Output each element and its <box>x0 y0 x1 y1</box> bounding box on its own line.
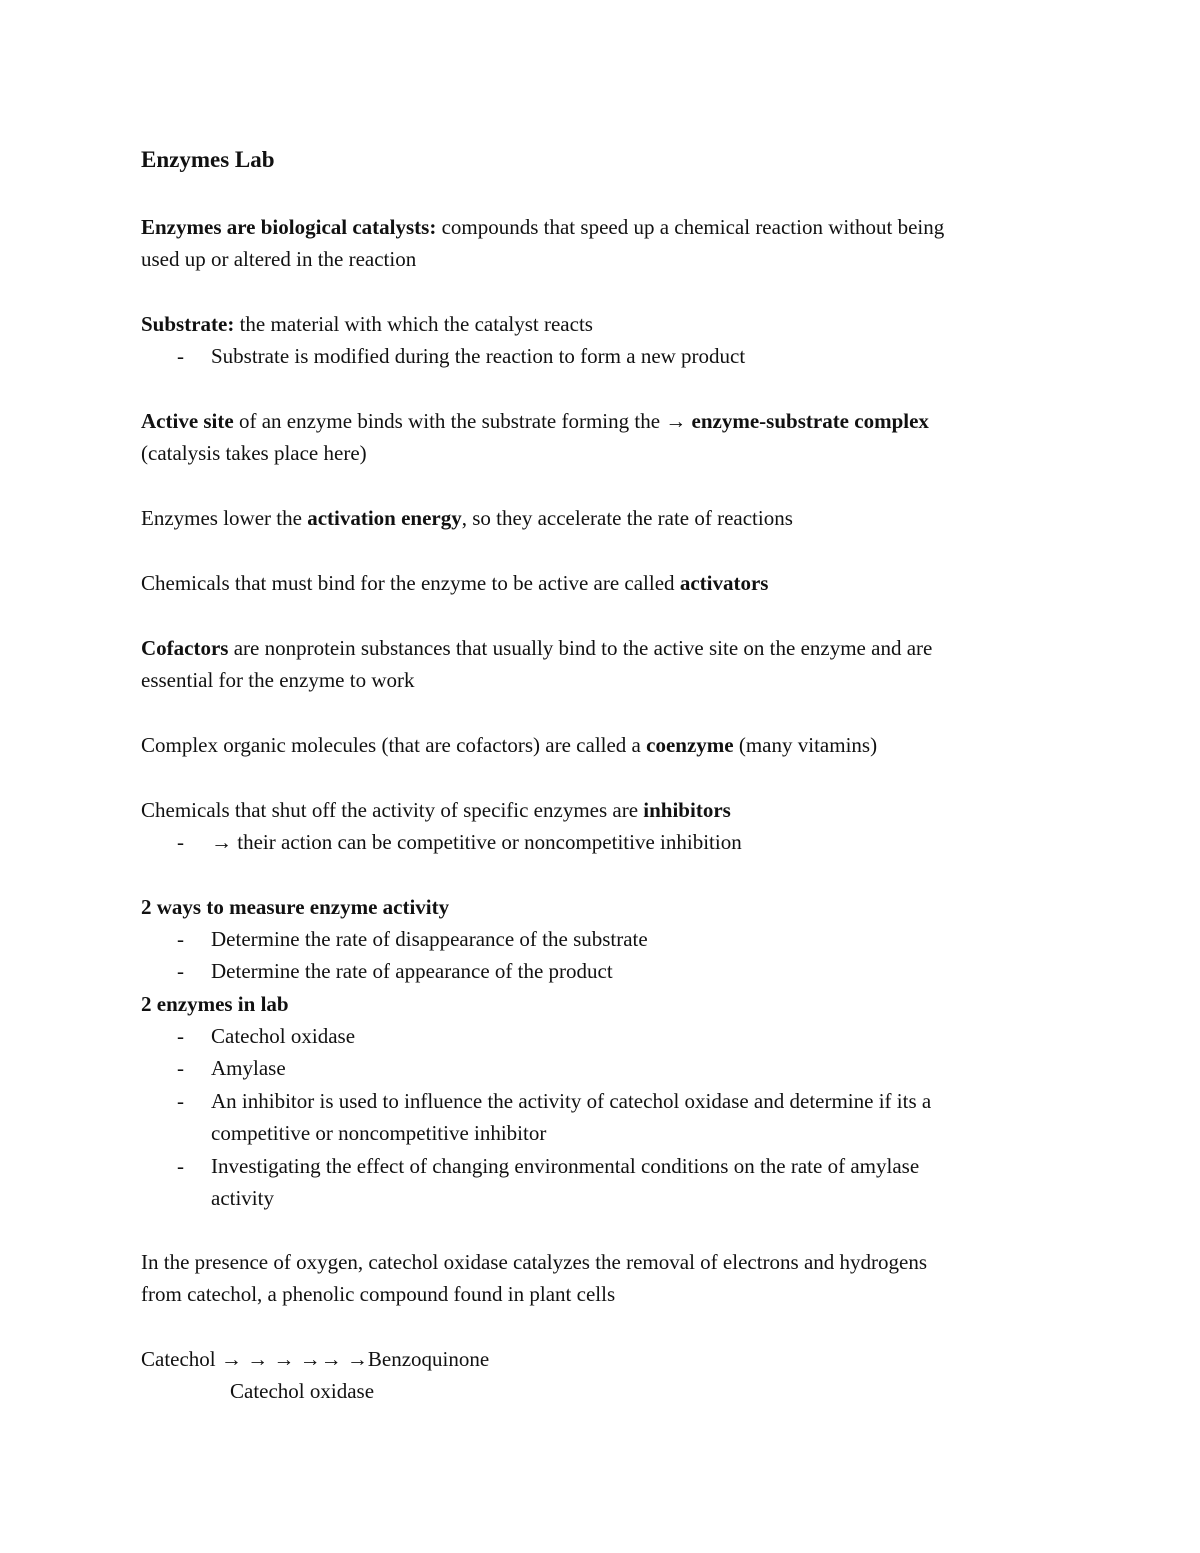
bullet-dash: - <box>177 1056 184 1080</box>
bullet-text: competitive or noncompetitive inhibitor <box>211 1121 547 1145</box>
term-enzyme-substrate-complex: enzyme-substrate complex <box>691 409 929 433</box>
page-title: Enzymes Lab <box>141 147 275 172</box>
bullet-dash: - <box>177 1154 184 1178</box>
reaction-equation: Catechol → → → →→ →Benzoquinone <box>141 1347 490 1371</box>
paragraph-catechol-oxidase: In the presence of oxygen, catechol oxidase catalyzes the removal of electrons and hydrogens <box>141 1250 928 1274</box>
text: , so they accelerate the rate of reactions <box>461 506 793 530</box>
bullet-text: activity <box>211 1186 274 1210</box>
paragraph-line: used up or altered in the reaction <box>141 247 417 271</box>
paragraph-inhibitors <box>141 794 731 826</box>
term-enzymes-catalysts: Enzymes are biological catalysts: <box>141 215 437 239</box>
bullet-text: An inhibitor is used to influence the activity of catechol oxidase and determine if its a <box>211 1089 932 1113</box>
list-item <box>141 1052 1051 1084</box>
bullet-text: Determine the rate of appearance of the product <box>211 959 613 983</box>
paragraph-line: (catalysis takes place here) <box>141 441 367 465</box>
text: are nonprotein substances that usually bind to the active site on the enzyme and are <box>228 636 933 660</box>
term-cofactors: Cofactors <box>141 636 229 660</box>
term-inhibitors: inhibitors <box>643 798 731 822</box>
paragraph-activators <box>141 567 768 599</box>
list-item <box>141 340 1051 372</box>
text: of an enzyme binds with the substrate forming the → <box>233 409 692 433</box>
term-active-site: Active site <box>141 409 234 433</box>
text: (many vitamins) <box>733 733 878 757</box>
paragraph-substrate <box>141 308 593 340</box>
list-item-continuation <box>141 1117 1051 1149</box>
paragraph-coenzyme <box>141 729 877 761</box>
list-item <box>141 1085 1051 1117</box>
text: Chemicals that shut off the activity of specific enzymes are <box>141 798 644 822</box>
paragraph-cofactors <box>141 632 932 664</box>
list-item-continuation <box>141 1182 1051 1214</box>
text: Enzymes lower the <box>141 506 308 530</box>
bullet-text: Investigating the effect of changing environmental conditions on the rate of amylase <box>211 1154 920 1178</box>
text: compounds that speed up a chemical reaction without being <box>436 215 945 239</box>
heading-measure-activity: 2 ways to measure enzyme activity <box>141 895 450 919</box>
term-activation-energy: activation energy <box>307 506 462 530</box>
bullet-text: Catechol oxidase <box>211 1024 356 1048</box>
list-item <box>141 1020 1051 1052</box>
term-substrate: Substrate: <box>141 312 235 336</box>
text: Chemicals that must bind for the enzyme to be active are called <box>141 571 680 595</box>
term-activators: activators <box>679 571 769 595</box>
bullet-dash: - <box>177 1024 184 1048</box>
list-item <box>141 1150 1051 1182</box>
term-coenzyme: coenzyme <box>646 733 734 757</box>
paragraph-activation-energy <box>141 502 793 534</box>
list-item <box>141 826 1051 858</box>
bullet-text: → their action can be competitive or noncompetitive inhibition <box>211 830 742 854</box>
paragraph-line: essential for the enzyme to work <box>141 668 415 692</box>
bullet-text: Determine the rate of disappearance of the substrate <box>211 927 648 951</box>
bullet-text: Amylase <box>211 1056 286 1080</box>
bullet-text: Substrate is modified during the reaction to form a new product <box>211 344 746 368</box>
text: the material with which the catalyst reacts <box>234 312 593 336</box>
bullet-dash: - <box>177 1089 184 1113</box>
paragraph-enzymes-definition <box>141 211 944 243</box>
bullet-dash: - <box>177 927 184 951</box>
paragraph-line: from catechol, a phenolic compound found in plant cells <box>141 1282 616 1306</box>
heading-enzymes-in-lab: 2 enzymes in lab <box>141 992 289 1016</box>
bullet-dash: - <box>177 830 184 854</box>
bullet-dash: - <box>177 344 184 368</box>
list-item <box>141 955 1051 987</box>
reaction-catalyst-label: Catechol oxidase <box>230 1379 375 1403</box>
bullet-dash: - <box>177 959 184 983</box>
list-item <box>141 923 1051 955</box>
text: Complex organic molecules (that are cofactors) are called a <box>141 733 647 757</box>
paragraph-active-site <box>141 405 929 437</box>
